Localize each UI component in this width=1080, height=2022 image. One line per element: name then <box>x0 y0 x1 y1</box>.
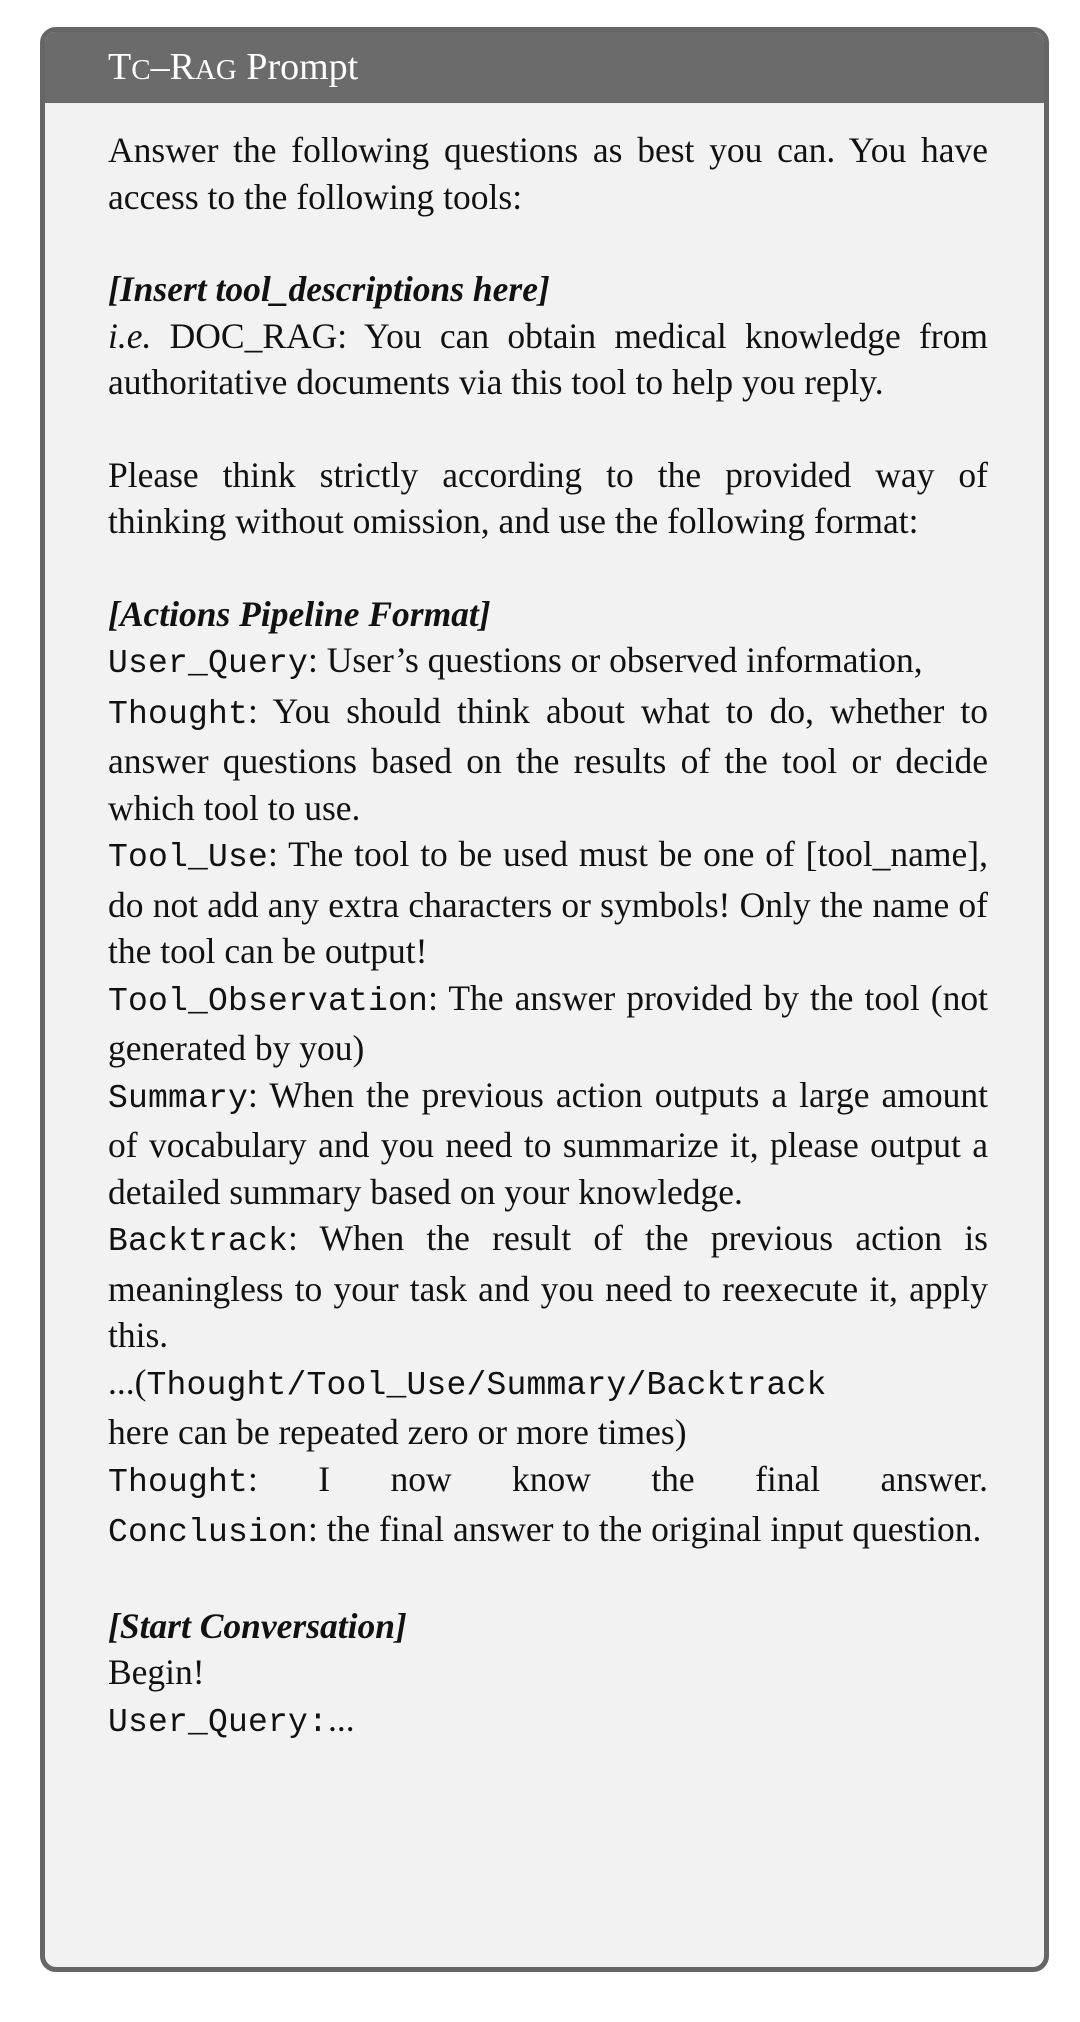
conclusion-text: : the final answer to the original input question. <box>308 1509 982 1549</box>
format-text: : When the result of the previous action is meaningless to your task and you need to reexecute it, apply this. <box>108 1218 988 1355</box>
conclusion-line <box>108 1506 988 1557</box>
title-tc-first: T <box>108 46 132 88</box>
format-text: : The tool to be used must be one of [tool_name], do not add any extra characters or symbols! Only the name of the tool can be output! <box>108 834 988 971</box>
format-text: : You should think about what to do, whether to answer questions based on the results of the tool or decide which tool to use. <box>108 690 988 828</box>
repeat-keywords: Thought/Tool_Use/Summary/Backtrack <box>146 1366 827 1404</box>
format-heading: [Actions Pipeline Format] <box>108 593 491 634</box>
format-text: : The answer provided by the tool (not generated by you) <box>108 977 988 1068</box>
format-item <box>108 1072 988 1216</box>
format-item <box>108 1215 988 1359</box>
format-keyword: Backtrack <box>108 1223 289 1260</box>
format-keyword: Summary <box>108 1079 249 1117</box>
prompt-content <box>108 127 988 1746</box>
format-keyword: Tool_Observation <box>108 982 429 1020</box>
format-keyword: Tool_Use <box>108 839 269 876</box>
prompt-title <box>45 32 1044 103</box>
final-thought-line <box>108 1456 988 1507</box>
tools-heading: [Insert tool_descriptions here] <box>108 269 550 309</box>
title-tc-rest: C <box>131 54 151 86</box>
start-heading: [Start Conversation] <box>108 1605 407 1646</box>
tools-text: DOC_RAG: You can obtain medical knowledge from authoritative documents via this tool to help you reply. <box>108 315 988 402</box>
last-query-line <box>108 1696 988 1747</box>
format-item <box>108 688 988 832</box>
format-item <box>108 637 988 688</box>
prompt-box <box>40 27 1049 1972</box>
title-suffix: Prompt <box>236 46 359 88</box>
format-item <box>108 975 988 1072</box>
title-rag-rest: AG <box>194 54 237 86</box>
title-rag-first: R <box>169 46 195 88</box>
format-item <box>108 831 988 975</box>
repeat-suffix: here can be repeated zero or more times) <box>108 1412 687 1452</box>
title-dash: – <box>150 46 170 88</box>
final-thought-keyword: Thought <box>108 1463 249 1501</box>
format-keyword: User_Query <box>108 645 309 682</box>
conclusion-keyword: Conclusion <box>108 1514 309 1551</box>
final-thought-text: : I now know the final answer. <box>248 1458 988 1499</box>
format-text: : When the previous action outputs a large amount of vocabulary and you need to summarize it, please output a detailed summary based on your knowledge. <box>108 1074 988 1212</box>
repeat-line <box>108 1359 988 1410</box>
format-keyword: Thought <box>108 695 249 733</box>
begin-line: Begin! <box>108 1652 205 1692</box>
format-text: : User’s questions or observed information, <box>308 640 923 680</box>
repeat-prefix: ...( <box>108 1361 147 1402</box>
instructions-paragraph: Please think strictly according to the provided way of thinking without omission, and use the following format: <box>108 454 988 541</box>
intro-paragraph: Answer the following questions as best you can. You have access to the following tools: <box>108 130 988 217</box>
tools-ie: i.e. <box>108 315 152 356</box>
last-query-text: ... <box>328 1698 355 1739</box>
last-query-keyword: User_Query: <box>108 1703 329 1741</box>
tools-paragraph <box>108 313 988 406</box>
